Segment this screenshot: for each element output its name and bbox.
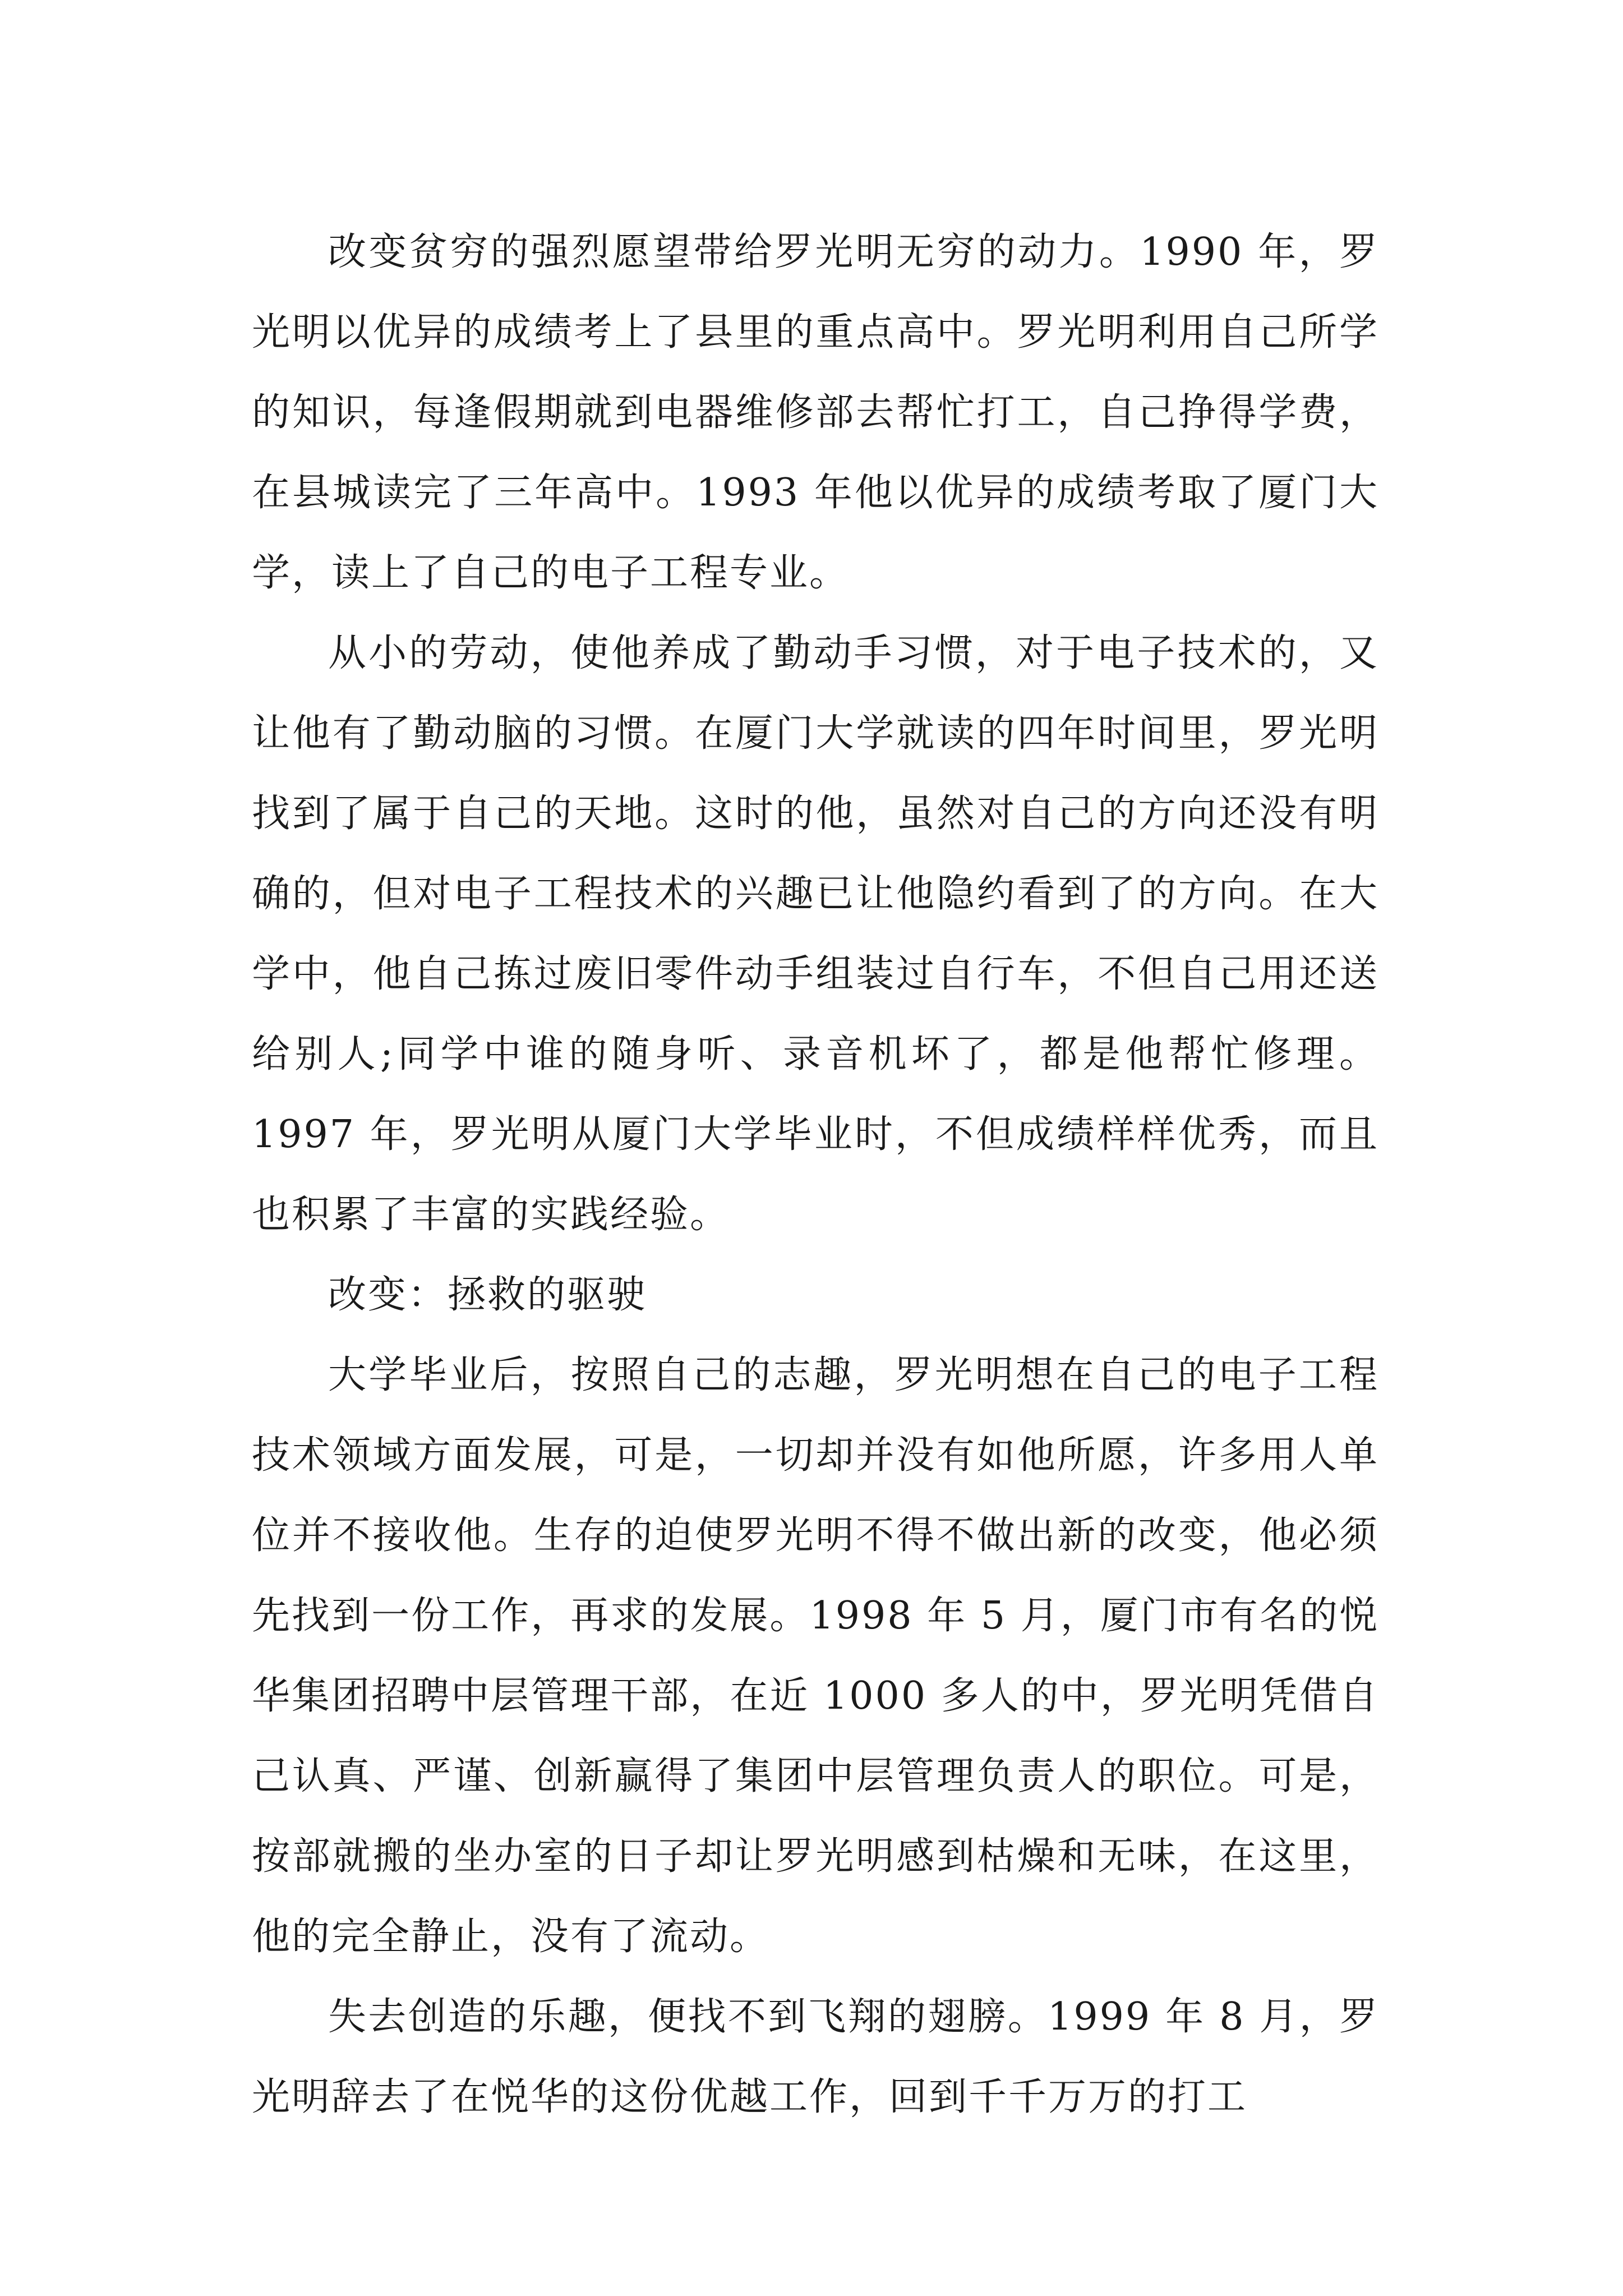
section-heading: 改变：拯救的驱驶	[328, 1273, 647, 1317]
paragraph: 从小的劳动，使他养成了勤动手习惯，对于电子技术的，又让他有了勤动脑的习惯。在厦门大学就读的四年时间里，罗光明找到了属于自己的天地。这时的他，虽然对自己的方向还没有明确的，但对电子工程技术的兴趣已让他隐约看到了的方向。在大学中，他自己拣过废旧零件动手组装过自行车，不但自己用还送给别人;同学中谁的随身听、录音机坏了，都是他帮忙修理。1997 年，罗光明从厦门大学毕业时，不但成绩样样优秀，而且也积累了丰富的实践经验。	[252, 631, 1379, 1237]
paragraph: 大学毕业后，按照自己的志趣，罗光明想在自己的电子工程技术领域方面发展，可是，一切却并没有如他所愿，许多用人单位并不接收他。生存的迫使罗光明不得不做出新的改变，他必须先找到一份工作，再求的发展。1998 年 5 月，厦门市有名的悦华集团招聘中层管理干部，在近 1000 多人的中，罗光明凭借自己认真、严谨、创新赢得了集团中层管理负责人的职位。可是，按部就搬的坐办室的日子却让罗光明感到枯燥和无味，在这里，他的完全静止，没有了流动。	[252, 1353, 1379, 1959]
document-body	[252, 212, 1379, 2137]
paragraph: 改变贫穷的强烈愿望带给罗光明无穷的动力。1990 年，罗光明以优异的成绩考上了县里的重点高中。罗光明利用自己所学的知识，每逢假期就到电器维修部去帮忙打工，自己挣得学费，在县城读完了三年高中。1993 年他以优异的成绩考取了厦门大学，读上了自己的电子工程专业。	[252, 230, 1379, 595]
paragraph: 失去创造的乐趣，便找不到飞翔的翅膀。1999 年 8 月，罗光明辞去了在悦华的这份优越工作，回到千千万万的打工	[252, 1995, 1379, 2119]
